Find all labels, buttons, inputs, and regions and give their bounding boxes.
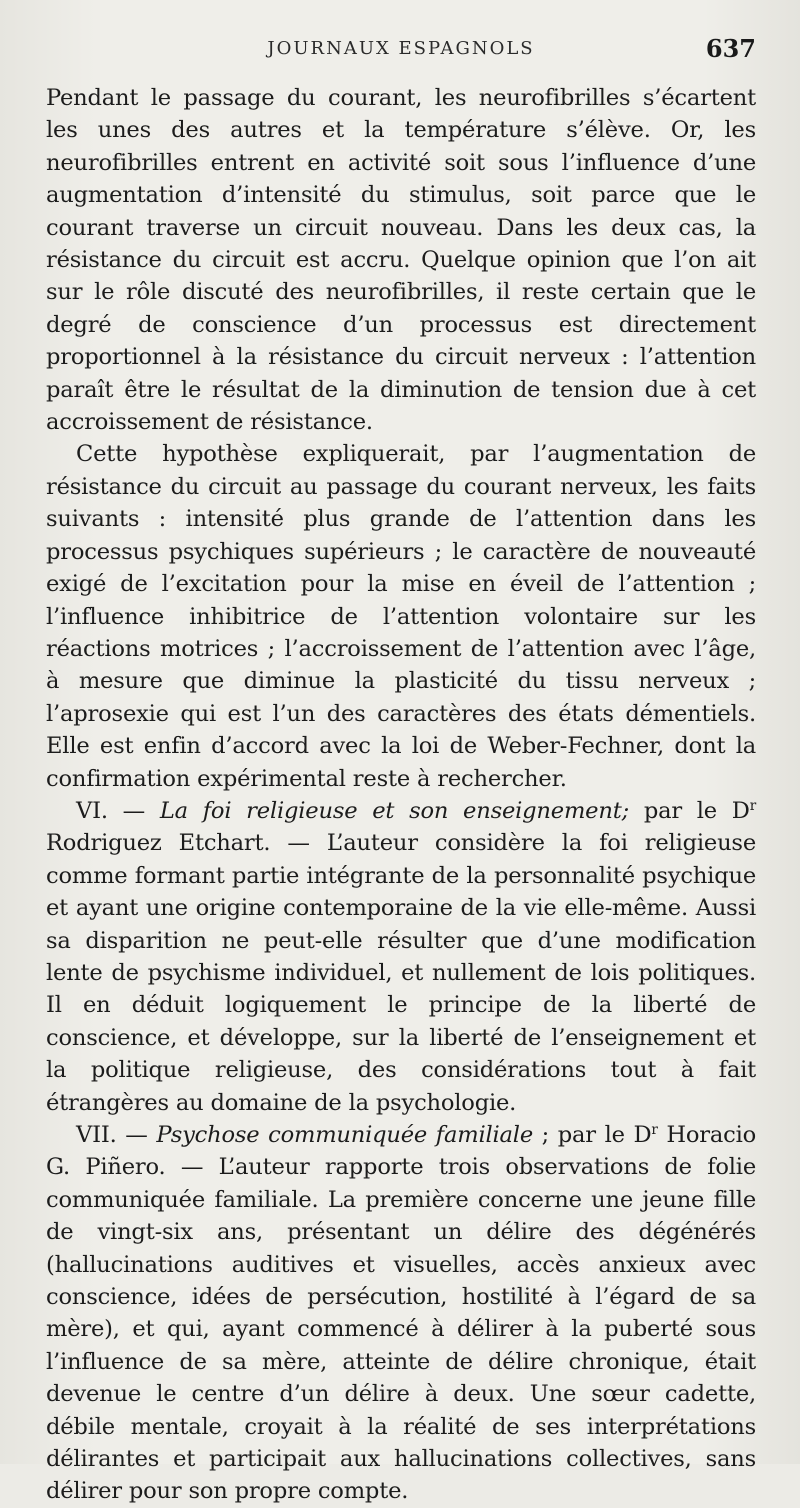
running-title: JOURNAUX ESPAGNOLS (267, 38, 535, 59)
page-number: 637 (705, 34, 756, 63)
section-vi-author: Rodriguez Etchart. — (46, 830, 327, 857)
paragraph-hypothese: Cette hypothèse expliquerait, par l’augmentation de résistance du circuit au passage du courant nerveux, les faits suivants : intensité plus grande de l’attention dans les processus psychiques supérieurs ; le caractère de nouveauté exigé de l’excitation pour la mise en éveil de l’attention ; l’influence inhibitrice de l’attention volontaire sur les réactions motrices ; l’accroissement de l’attention avec l’âge, à mesure que diminue la plasticité du tissu nerveux ; l’aprosexie qui est l’un des caractères des états démentiels. Elle est enfin d’accord avec la loi de Weber-Fechner, dont la confirmation expérimental reste à rechercher. (46, 441, 756, 792)
section-vii (46, 1119, 756, 1508)
section-vii-number: VII. — (76, 1122, 157, 1148)
section-vi-author-prefix: par le D (629, 797, 750, 824)
running-head (46, 36, 756, 76)
section-vii-title: Psychose communiquée familiale (156, 1122, 533, 1148)
section-vi (46, 795, 756, 1119)
section-vii-author-sup: r (651, 1121, 658, 1138)
section-vi-text: L’auteur considère la foi religieuse comme formant partie intégrante de la personnalité psychique et ayant une origine contemporaine de la vie elle-même. Aussi sa disparition ne peut-elle résulter que d’une modification lente de psychisme individuel, et nullement de lois politiques. Il en déduit logiquement le principe de la liberté de conscience, et développe, sur la liberté de l’enseignement et la politique religieuse, des considérations tout à fait étrangères au domaine de la psychologie. (46, 830, 756, 1116)
body-text (46, 82, 756, 1508)
section-vii-author-prefix: ; par le D (533, 1122, 652, 1148)
paragraph-neurofibrilles: Pendant le passage du courant, les neurofibrilles s’écartent les unes des autres et la température s’élève. Or, les neurofibrilles entrent en activité soit sous l’influence d’une augmentation d’intensité du stimulus, soit parce que le courant traverse un circuit nouveau. Dans les deux cas, la résistance du circuit est accru. Quelque opinion que l’on ait sur le rôle discuté des neurofibrilles, il reste certain que le degré de conscience d’un processus est directement proportionnel à la résistance du circuit nerveux : l’attention paraît être le résultat de la diminution de tension due à cet accroissement de résistance. (46, 85, 756, 436)
section-vii-text: L’auteur rapporte trois observations de folie communiquée familiale. La première concerne une jeune fille de vingt-six ans, présentant un délire des dégénérés (hallucinations auditives et visuelles, accès anxieux avec conscience, idées de persécution, hostilité à l’égard de sa mère), et qui, ayant commencé à délirer à la puberté sous l’influence de sa mère, atteinte de délire chronique, était devenue le centre d’un délire à deux. Une sœur cadette, débile mentale, croyait à la réalité de ses interprétations délirantes et participait aux hallucinations collectives, sans délirer pour son propre compte. (46, 1154, 756, 1505)
section-vi-number: VI. — (76, 797, 160, 824)
section-vii-author: Horacio G. Piñero. — (46, 1122, 756, 1181)
section-vi-author-sup: r (749, 797, 756, 814)
section-vi-title: La foi religieuse et son enseignement; (159, 797, 629, 824)
